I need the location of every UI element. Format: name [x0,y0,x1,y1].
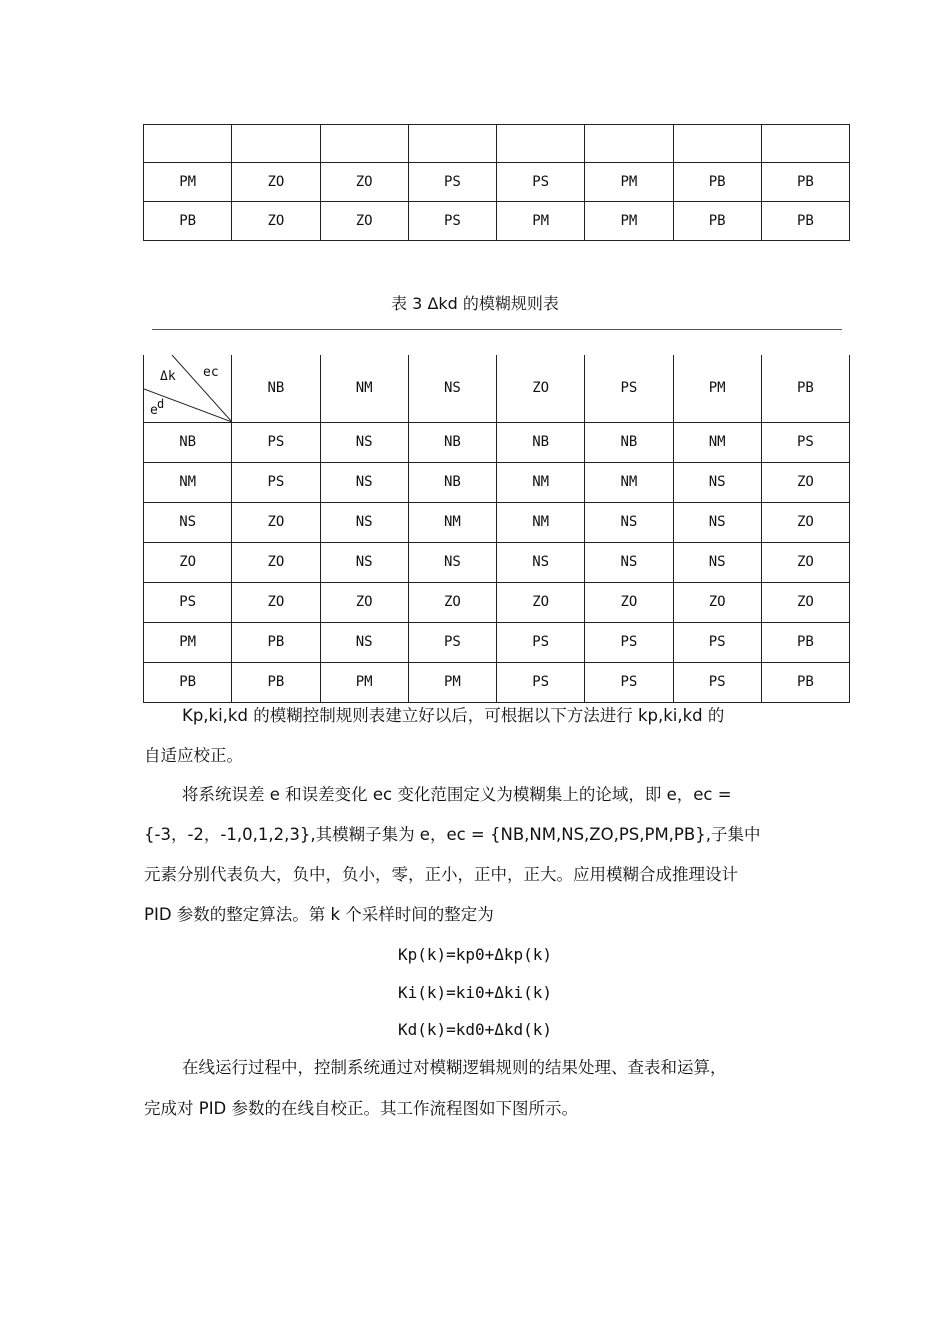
table-cell: PS [585,622,673,662]
table-cell [585,125,673,163]
closing-line-2: 完成对 PID 参数的在线自校正。其工作流程图如下图所示。 [144,1099,579,1118]
paragraph-1-line-1: Kp,ki,kd 的模糊控制规则表建立好以后，可根据以下方法进行 kp,ki,kd 的 [182,706,725,725]
table-cell: NS [320,422,408,462]
table-cell: NM [585,462,673,502]
table-cell: ZO [232,163,320,202]
table-cell: ZO [232,202,320,241]
table-row [144,202,850,241]
formula-kd: Kd(k)=kd0+Δkd(k) [397,1020,553,1039]
previous-rule-table [143,124,850,241]
table-row [144,622,850,662]
table-cell: NS [673,502,761,542]
table-caption: 表 3 Δkd 的模糊规则表 [391,294,559,313]
table-row [144,125,850,163]
table-cell: PS [408,202,496,241]
table-cell: PB [761,202,849,241]
table-row [144,542,850,582]
table-cell: NS [320,502,408,542]
table-row [144,582,850,622]
table-cell: PB [232,622,320,662]
table-row [144,502,850,542]
table-cell: PB [761,662,849,702]
table-cell [673,125,761,163]
table-cell: PS [408,622,496,662]
table-cell: NB [585,422,673,462]
table-cell: NS [497,542,585,582]
table-cell: PB [673,163,761,202]
table-cell: NM [673,422,761,462]
table-row [144,662,850,702]
table-cell: PS [408,163,496,202]
paragraph-2-line-2: {-3，-2，-1,0,1,2,3},其模糊子集为 e，ec = {NB,NM,NS,ZO,PS,PM,PB},子集中 [144,825,761,844]
header-cell: NB [232,355,320,422]
paragraph-1-line-2: 自适应校正。 [144,746,243,765]
table-cell: PB [144,202,232,241]
table-cell: PS [585,662,673,702]
table-cell: PM [497,202,585,241]
table-cell: PS [761,422,849,462]
paragraph-2-line-1: 将系统误差 e 和误差变化 ec 变化范围定义为模糊集上的论域，即 e，ec = [182,785,732,804]
table-cell: ZO [232,582,320,622]
row-header-cell: NB [144,422,232,462]
table-row [144,422,850,462]
row-header-cell: NM [144,462,232,502]
table-cell: ZO [761,542,849,582]
table-cell: NB [408,462,496,502]
table-cell: PS [497,622,585,662]
table-cell: PS [497,163,585,202]
table-cell: ZO [673,582,761,622]
table-cell: ZO [320,163,408,202]
table-cell: ZO [232,502,320,542]
table-cell [408,125,496,163]
table-cell: ZO [497,582,585,622]
table-cell: PM [408,662,496,702]
row-header-cell: NS [144,502,232,542]
paragraph-2-line-4: PID 参数的整定算法。第 k 个采样时间的整定为 [144,905,494,924]
row-header-cell: ZO [144,542,232,582]
table-cell: ZO [761,462,849,502]
table-cell: PS [497,662,585,702]
table-cell: NB [497,422,585,462]
table-cell: PM [320,662,408,702]
header-cell: NM [320,355,408,422]
table-cell [144,125,232,163]
delta-kd-rule-table [143,355,850,703]
table-cell [497,125,585,163]
header-cell: ZO [497,355,585,422]
table-cell: NS [673,462,761,502]
corner-cell [144,355,232,422]
header-cell: NS [408,355,496,422]
table-cell: PS [673,622,761,662]
table-header-row [144,355,850,422]
table-cell: PS [232,462,320,502]
table-cell: ZO [761,582,849,622]
table-cell: NB [408,422,496,462]
table-cell: NS [320,622,408,662]
table-cell: PS [232,422,320,462]
corner-row-label: e [150,403,158,418]
row-header-cell: PB [144,662,232,702]
header-cell: PB [761,355,849,422]
paragraph-2-line-3: 元素分别代表负大，负中，负小，零，正小，正中，正大。应用模糊合成推理设计 [144,865,738,884]
table-cell: PM [144,163,232,202]
corner-col-label: ec [203,365,219,380]
table-row [144,163,850,202]
formula-ki: Ki(k)=ki0+Δki(k) [397,983,553,1002]
table-cell: PM [585,163,673,202]
table-cell: NS [320,542,408,582]
table-cell: NM [497,462,585,502]
table-cell: NS [585,502,673,542]
corner-sub-label: d [157,397,165,411]
table-cell: NS [585,542,673,582]
table-cell: ZO [585,582,673,622]
header-cell: PS [585,355,673,422]
table-cell: ZO [761,502,849,542]
row-header-cell: PM [144,622,232,662]
table-row [144,462,850,502]
table-cell [761,125,849,163]
table-cell: ZO [232,542,320,582]
table-cell: NM [408,502,496,542]
formula-kp: Kp(k)=kp0+Δkp(k) [397,945,553,964]
header-cell: PM [673,355,761,422]
table-cell: NS [673,542,761,582]
table-cell: ZO [320,582,408,622]
corner-delta-label: Δk [160,369,176,384]
table-cell: NS [408,542,496,582]
table-cell [232,125,320,163]
table-cell: PB [761,622,849,662]
table-cell: NM [497,502,585,542]
table-cell: PM [585,202,673,241]
table-cell: NS [320,462,408,502]
table-cell: ZO [320,202,408,241]
caption-divider [152,329,842,330]
table-cell: PB [232,662,320,702]
table-cell: ZO [408,582,496,622]
table-cell: PS [673,662,761,702]
table-cell: PB [673,202,761,241]
table-cell: PB [761,163,849,202]
table-cell [320,125,408,163]
closing-line-1: 在线运行过程中，控制系统通过对模糊逻辑规则的结果处理、查表和运算， [182,1058,727,1077]
row-header-cell: PS [144,582,232,622]
